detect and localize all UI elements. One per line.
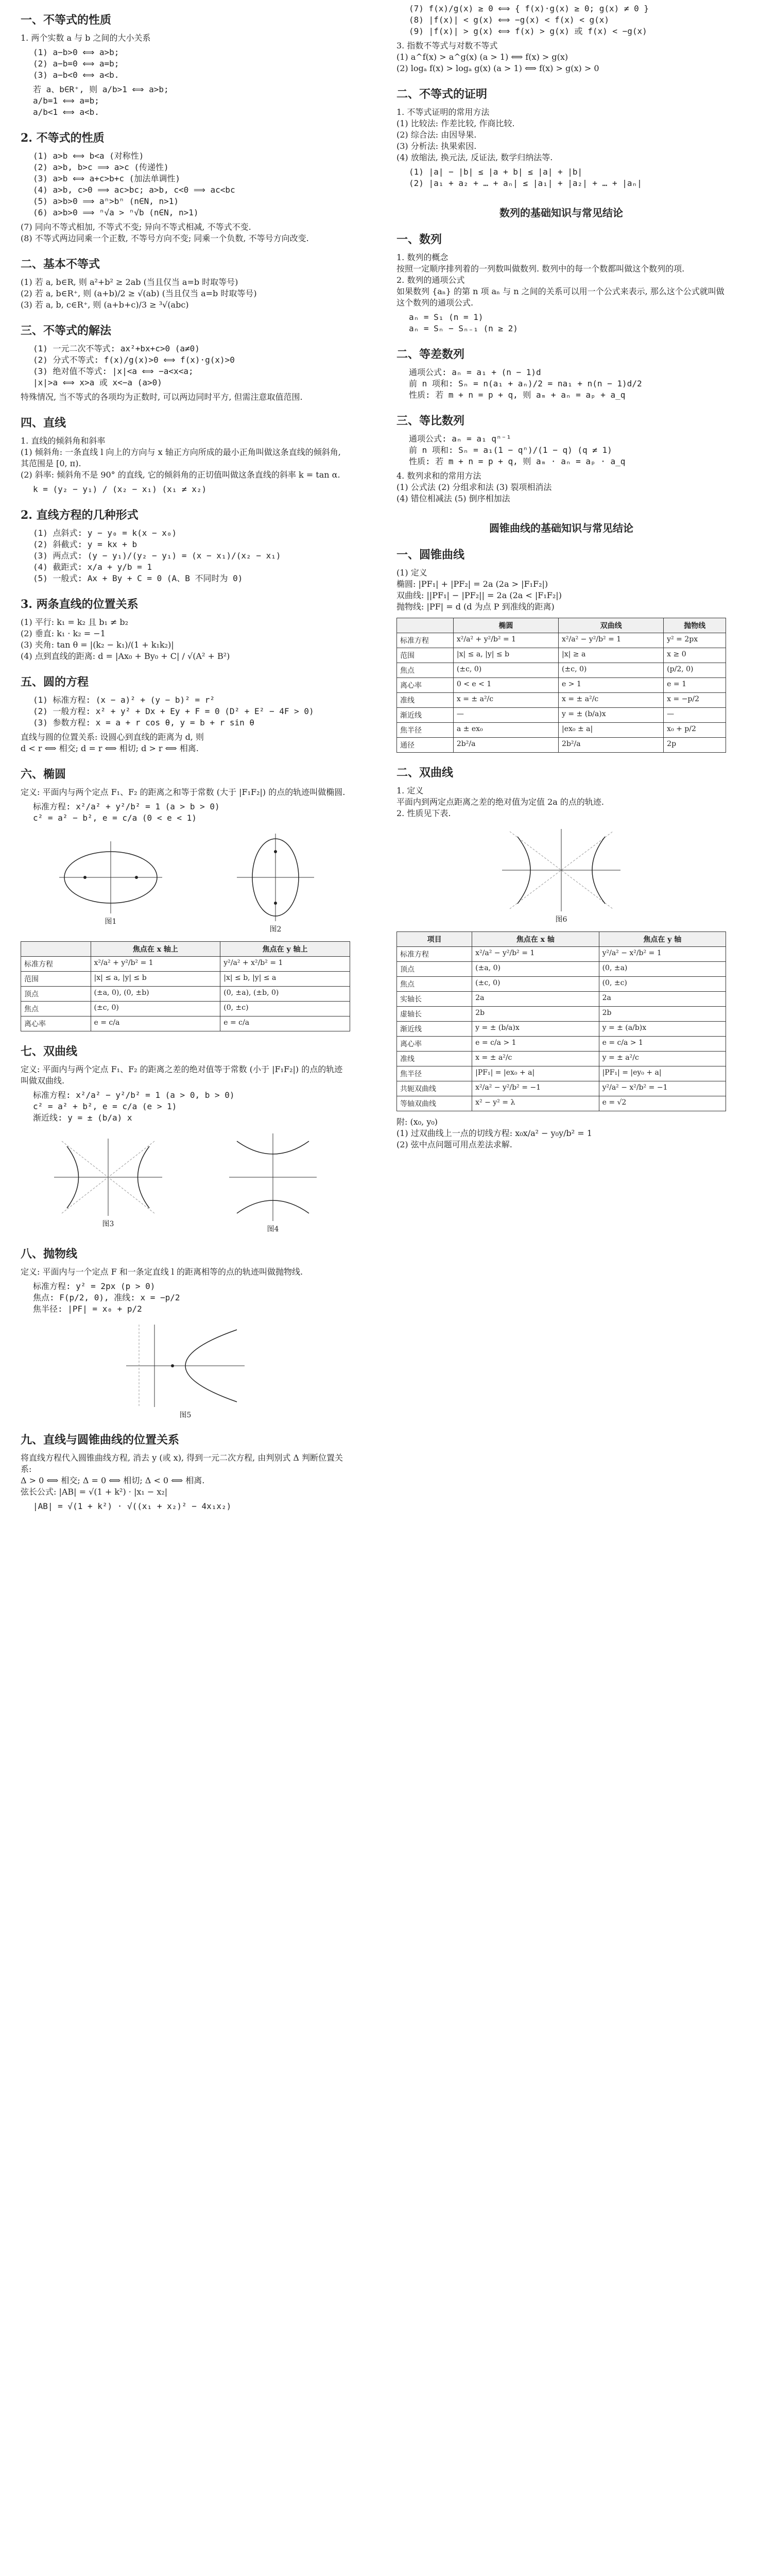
paragraph: 直线与圆的位置关系: 设圆心到直线的距离为 d, 则 d < r ⟺ 相交; d = r ⟺ 相切; d > r ⟺ 相离. [21, 732, 204, 753]
table-cell: (±c, 0) [453, 663, 558, 678]
table-cell: e = c/a [220, 1016, 350, 1031]
section-heading: 2. 不等式的性质 [21, 131, 105, 145]
table-cell: (0, ±c) [220, 1002, 350, 1016]
parabola-figure [21, 1322, 350, 1420]
table-cell: y² = 2px [664, 633, 726, 648]
table-cell: y = ± a²/c [599, 1052, 726, 1066]
section-heading: 三、不等式的解法 [21, 324, 112, 337]
table-cell: 标准方程 [397, 633, 454, 648]
table-cell: y = ± (b/a)x [472, 1022, 599, 1037]
left-column [21, 0, 350, 2576]
table-row [397, 693, 726, 708]
table-cell: x = ± a²/c [472, 1052, 599, 1066]
paragraph: 定义: 平面内与两个定点 F₁、F₂ 的距离之和等于常数 (大于 |F₁F₂|) 的点的轨迹叫做椭圆. [21, 787, 346, 797]
table-row [21, 972, 350, 987]
table-cell: e = c/a > 1 [472, 1037, 599, 1052]
table-row [21, 1016, 350, 1031]
table-cell: e > 1 [559, 678, 664, 693]
table-cell: 准线 [397, 1052, 472, 1066]
formula-block: 通项公式: aₙ = a₁ qⁿ⁻¹ 前 n 项和: Sₙ = a₁(1 − qⁿ)/(1 − q) (q ≠ 1) 性质: 若 m + n = p + q, 则 aₘ · aₙ = aₚ · a_q [409, 434, 626, 466]
table-cell: (±c, 0) [559, 663, 664, 678]
ellipse-properties-table [21, 941, 350, 1031]
table-cell: x = ± a²/c [453, 693, 558, 708]
table-cell: 通径 [397, 738, 454, 753]
section-heading: 二、不等式的证明 [396, 88, 488, 101]
ellipse-diagram [54, 839, 167, 916]
table-cell: (0, ±c) [599, 977, 726, 992]
section-heading: 二、双曲线 [396, 766, 454, 779]
paragraph: 1. 不等式证明的常用方法 (1) 比较法: 作差比较, 作商比较. (2) 综合法: 由因导果. (3) 分析法: 执果索因. (4) 放缩法, 换元法, 反证法, 数学归纳法等. [396, 107, 553, 162]
paragraph: 定义: 平面内与一个定点 F 和一条定直线 l 的距离相等的点的轨迹叫做抛物线. [21, 1267, 303, 1277]
right-column [396, 0, 726, 2576]
table-cell: 虚轴长 [397, 1007, 472, 1022]
figure [234, 831, 317, 934]
hyperbola-diagram-vertical [227, 1131, 319, 1224]
paragraph: 3. 指数不等式与对数不等式 (1) a^f(x) > a^g(x) (a > 1) ⟺ f(x) > g(x) (2) logₐ f(x) > logₐ g(x) (a > 1) ⟺ f(x) > g(x) > 0 [396, 41, 599, 73]
table-cell: 准线 [397, 693, 454, 708]
section-heading: 3. 两条直线的位置关系 [21, 598, 139, 611]
formula-block: (1) 标准方程: (x − a)² + (y − b)² = r² (2) 一般方程: x² + y² + Dx + Ey + F = 0 (D² + E² − 4F > 0) (3) 参数方程: x = a + r cos θ, y = b + r sin θ [33, 695, 314, 727]
ellipse-figures [21, 831, 350, 934]
table-header-cell: 椭圆 [453, 618, 558, 633]
table-row [21, 957, 350, 972]
section-heading: 2. 直线方程的几种形式 [21, 509, 139, 522]
section-heading: 五、圆的方程 [21, 675, 89, 689]
table-row [397, 1066, 726, 1081]
table-cell: (0, ±a) [599, 962, 726, 977]
table-row [397, 663, 726, 678]
table-row [397, 962, 726, 977]
table-header-cell: 焦点在 y 轴 [599, 932, 726, 947]
table-row [397, 947, 726, 962]
table-cell: 0 < e < 1 [453, 678, 558, 693]
table-cell: 2b [472, 1007, 599, 1022]
formula-block: 若 a、b∈R⁺, 则 a/b>1 ⟺ a>b; a/b=1 ⟺ a=b; a/b<1 ⟺ a<b. [33, 84, 169, 117]
formula-block: |AB| = √(1 + k²) · √((x₁ + x₂)² − 4x₁x₂) [33, 1501, 232, 1511]
table-row [397, 648, 726, 663]
figure-caption: 图1 [105, 918, 117, 926]
section-heading: 一、圆锥曲线 [396, 548, 465, 562]
table-row [397, 633, 726, 648]
table-cell: 标准方程 [397, 947, 472, 962]
figure-caption: 图2 [269, 925, 282, 934]
table-cell: 焦点 [21, 1002, 91, 1016]
table-row [397, 723, 726, 738]
table-cell: e = c/a > 1 [599, 1037, 726, 1052]
table-row [397, 1022, 726, 1037]
formula-block: (1) a>b ⟺ b<a (对称性) (2) a>b, b>c ⟹ a>c (传递性) (3) a>b ⟺ a+c>b+c (加法单调性) (4) a>b, c>0 ⟹ ac>bc; a>b, c<0 ⟹ ac<bc (5) a>b>0 ⟹ aⁿ>bⁿ (n∈N, n>1) (6) a>b>0 ⟹ ⁿ√a > ⁿ√b (n∈N, n>1) [33, 151, 235, 217]
table-cell: 2a [472, 992, 599, 1007]
table-cell: — [453, 708, 558, 723]
table-cell: y = ± (b/a)x [559, 708, 664, 723]
table-cell: 2a [599, 992, 726, 1007]
paragraph: 4. 数列求和的常用方法 (1) 公式法 (2) 分组求和法 (3) 裂项相消法 (4) 错位相减法 (5) 倒序相加法 [396, 471, 552, 503]
table-cell: e = √2 [599, 1096, 726, 1111]
formula-block: 标准方程: y² = 2px (p > 0) 焦点: F(p/2, 0), 准线: x = −p/2 焦半径: |PF| = x₀ + p/2 [33, 1281, 180, 1314]
table-cell: 渐近线 [397, 708, 454, 723]
table-cell: 离心率 [397, 678, 454, 693]
table-cell: e = 1 [664, 678, 726, 693]
table-cell: x²/a² − y²/b² = 1 [559, 633, 664, 648]
table-cell: y²/a² + x²/b² = 1 [220, 957, 350, 972]
table-row [397, 1007, 726, 1022]
table-cell: (±c, 0) [91, 1002, 220, 1016]
formula-block: aₙ = S₁ (n = 1) aₙ = Sₙ − Sₙ₋₁ (n ≥ 2) [409, 312, 518, 333]
table-cell: 离心率 [21, 1016, 91, 1031]
table-row [397, 992, 726, 1007]
section-heading: 三、等比数列 [396, 414, 465, 428]
table-cell: 范围 [21, 972, 91, 987]
table-cell: x = ± a²/c [559, 693, 664, 708]
hyperbola-figures [21, 1131, 350, 1234]
table-cell: x² − y² = λ [472, 1096, 599, 1111]
paragraph: (1) 若 a, b∈R, 则 a²+b² ≥ 2ab (当且仅当 a=b 时取等号) (2) 若 a, b∈R⁺, 则 (a+b)/2 ≥ √(ab) (当且仅当 a=b 时取等号) (3) 若 a, b, c∈R⁺, 则 (a+b+c)/3 ≥ ³√(abc) [21, 277, 257, 310]
formula-block: k = (y₂ − y₁) / (x₂ − x₁) (x₁ ≠ x₂) [33, 484, 207, 494]
section-heading: 二、等差数列 [396, 348, 465, 361]
hyperbola-diagram [51, 1136, 165, 1218]
table-cell: x₀ + p/2 [664, 723, 726, 738]
paragraph: 定义: 平面内与两个定点 F₁、F₂ 的距离之差的绝对值等于常数 (小于 |F₁F₂|) 的点的轨迹叫做双曲线. [21, 1064, 343, 1086]
table-header-cell: 焦点在 x 轴上 [91, 942, 220, 957]
table-cell: y²/a² − x²/b² = 1 [599, 947, 726, 962]
table-cell: 标准方程 [21, 957, 91, 972]
table-cell: x ≥ 0 [664, 648, 726, 663]
table-header-cell: 双曲线 [559, 618, 664, 633]
figure [499, 826, 623, 924]
formula-block: 标准方程: x²/a² − y²/b² = 1 (a > 0, b > 0) c² = a² + b², e = c/a (e > 1) 渐近线: y = ± (b/a) x [33, 1090, 235, 1123]
table-row [397, 738, 726, 753]
table-header-cell [21, 942, 91, 957]
table-row [397, 977, 726, 992]
section-heading: 四、直线 [21, 416, 66, 430]
table-cell: x = −p/2 [664, 693, 726, 708]
table-cell: x²/a² + y²/b² = 1 [453, 633, 558, 648]
table-cell: 共轭双曲线 [397, 1081, 472, 1096]
paragraph: (7) 同向不等式相加, 不等式不变; 异向不等式相减, 不等式不变. (8) 不等式两边同乘一个正数, 不等号方向不变; 同乘一个负数, 不等号方向改变. [21, 222, 309, 243]
table-row [397, 1081, 726, 1096]
table-header-cell: 焦点在 x 轴 [472, 932, 599, 947]
figure-caption: 图3 [102, 1220, 114, 1228]
table-cell: (p/2, 0) [664, 663, 726, 678]
table-row [21, 987, 350, 1002]
table-cell: 渐近线 [397, 1022, 472, 1037]
hyperbola-asymptote-diagram [499, 826, 623, 914]
figure [51, 1136, 165, 1229]
paragraph: 1. 两个实数 a 与 b 之间的大小关系 [21, 33, 151, 43]
table-header-cell [397, 618, 454, 633]
figure [54, 839, 167, 926]
table-cell: 2p [664, 738, 726, 753]
formula-block: (1) a−b>0 ⟺ a>b; (2) a−b=0 ⟺ a=b; (3) a−b<0 ⟺ a<b. [33, 47, 119, 80]
chapter-title: 圆锥曲线的基础知识与常见结论 [489, 522, 633, 534]
formula-block: (1) |a| − |b| ≤ |a + b| ≤ |a| + |b| (2) |a₁ + a₂ + … + aₙ| ≤ |a₁| + |a₂| + … + |aₙ| [409, 167, 642, 188]
table-cell: 焦点 [397, 977, 472, 992]
table-cell: a ± ex₀ [453, 723, 558, 738]
table-cell: (±a, 0) [472, 962, 599, 977]
table-row [21, 1002, 350, 1016]
table-cell: y²/a² − x²/b² = −1 [599, 1081, 726, 1096]
figure [227, 1131, 319, 1234]
table-cell: 实轴长 [397, 992, 472, 1007]
conic-comparison-table [396, 618, 726, 753]
figure-caption: 图5 [179, 1411, 192, 1419]
table-cell: e = c/a [91, 1016, 220, 1031]
formula-block: (1) 一元二次不等式: ax²+bx+c>0 (a≠0) (2) 分式不等式: f(x)/g(x)>0 ⟺ f(x)·g(x)>0 (3) 绝对值不等式: |x|<a ⟺ −a<x<a; |x|>a ⟺ x>a 或 x<−a (a>0) [33, 344, 235, 387]
table-cell: 顶点 [397, 962, 472, 977]
table-cell: 焦半径 [397, 1066, 472, 1081]
section-heading: 八、抛物线 [21, 1247, 78, 1261]
table-cell: (±c, 0) [472, 977, 599, 992]
formula-block: 通项公式: aₙ = a₁ + (n − 1)d 前 n 项和: Sₙ = n(a₁ + aₙ)/2 = na₁ + n(n − 1)d/2 性质: 若 m + n = p + q, 则 aₘ + aₙ = aₚ + a_q [409, 367, 642, 400]
table-cell: |x| ≥ a [559, 648, 664, 663]
table-header-cell: 焦点在 y 轴上 [220, 942, 350, 957]
section-heading: 七、双曲线 [21, 1045, 78, 1058]
hyperbola-properties-table [396, 931, 726, 1111]
table-header-cell: 抛物线 [664, 618, 726, 633]
figure [124, 1322, 247, 1420]
table-cell: x²/a² − y²/b² = 1 [472, 947, 599, 962]
table-cell: 焦半径 [397, 723, 454, 738]
table-cell: |x| ≤ a, |y| ≤ b [453, 648, 558, 663]
table-cell: y = ± (a/b)x [599, 1022, 726, 1037]
table-cell: — [664, 708, 726, 723]
hyperbola-asymptote-figure [396, 826, 726, 924]
section-heading: 二、基本不等式 [21, 258, 100, 271]
section-heading: 九、直线与圆锥曲线的位置关系 [21, 1433, 180, 1447]
table-row [397, 1052, 726, 1066]
paragraph: 1. 直线的倾斜角和斜率 (1) 倾斜角: 一条直线 l 向上的方向与 x 轴正方向所成的最小正角叫做这条直线的倾斜角, 其范围是 [0, π). (2) 斜率: 倾斜角不是 90° 的直线, 它的倾斜角的正切值叫做这条直线的斜率 k = tan α. [21, 436, 341, 480]
formula-block: 标准方程: x²/a² + y²/b² = 1 (a > b > 0) c² = a² − b², e = c/a (0 < e < 1) [33, 802, 220, 823]
table-cell: |x| ≤ b, |y| ≤ a [220, 972, 350, 987]
table-row [397, 1037, 726, 1052]
table-cell: 2b²/a [559, 738, 664, 753]
table-cell: 2b²/a [453, 738, 558, 753]
parabola-diagram [124, 1322, 247, 1410]
table-cell: |PF₁| = |ey₀ + a| [599, 1066, 726, 1081]
paragraph: 特殊情况, 当不等式的各项均为正数时, 可以两边同时平方, 但需注意取值范围. [21, 392, 303, 402]
table-cell: 顶点 [21, 987, 91, 1002]
table-cell: 2b [599, 1007, 726, 1022]
ellipse-diagram-vertical [234, 831, 317, 924]
paragraph: 1. 数列的概念 按照一定顺序排列着的一列数叫做数列. 数列中的每一个数都叫做这个数列的项. 2. 数列的通项公式 如果数列 {aₙ} 的第 n 项 aₙ 与 n 之间的关系可以用一个公式来表示, 那么这个公式就叫做这个数列的通项公式. [396, 252, 725, 308]
table-cell: x²/a² − y²/b² = −1 [472, 1081, 599, 1096]
table-row [397, 708, 726, 723]
formula-block: (1) 点斜式: y − y₀ = k(x − x₀) (2) 斜截式: y = kx + b (3) 两点式: (y − y₁)/(y₂ − y₁) = (x − x₁)/(x₂ − x₁) (4) 截距式: x/a + y/b = 1 (5) 一般式: Ax + By + C = 0 (A、B 不同时为 0) [33, 528, 281, 583]
table-row [397, 1096, 726, 1111]
table-cell: 范围 [397, 648, 454, 663]
paragraph: 1. 定义 平面内到两定点距离之差的绝对值为定值 2a 的点的轨迹. 2. 性质见下表. [396, 786, 604, 818]
section-heading: 一、数列 [396, 233, 442, 246]
figure-caption: 图6 [555, 916, 567, 924]
table-header-cell: 项目 [397, 932, 472, 947]
chapter-title: 数列的基础知识与常见结论 [499, 207, 623, 219]
table-row [397, 678, 726, 693]
paragraph: (1) 定义 椭圆: |PF₁| + |PF₂| = 2a (2a > |F₁F₂|) 双曲线: ||PF₁| − |PF₂|| = 2a (2a < |F₁F₂|) 抛物线: |PF| = d (d 为点 P 到准线的距离) [396, 568, 562, 612]
table-cell: |ex₀ ± a| [559, 723, 664, 738]
table-cell: 离心率 [397, 1037, 472, 1052]
section-heading: 六、椭圆 [21, 768, 66, 781]
table-cell: 等轴双曲线 [397, 1096, 472, 1111]
paragraph: 附: (x₀, y₀) (1) 过双曲线上一点的切线方程: x₀x/a² − y₀y/b² = 1 (2) 弦中点问题可用点差法求解. [396, 1117, 592, 1149]
paragraph: (1) 平行: k₁ = k₂ 且 b₁ ≠ b₂ (2) 垂直: k₁ · k₂ = −1 (3) 夹角: tan θ = |(k₂ − k₁)/(1 + k₁k₂)| (4) 点到直线的距离: d = |Ax₀ + By₀ + C| / √(A² + B²) [21, 617, 230, 661]
table-cell: x²/a² + y²/b² = 1 [91, 957, 220, 972]
figure-caption: 图4 [267, 1225, 279, 1233]
table-cell: (±a, 0), (0, ±b) [91, 987, 220, 1002]
section-heading: 一、不等式的性质 [21, 13, 112, 27]
paragraph: 将直线方程代入圆锥曲线方程, 消去 y (或 x), 得到一元二次方程, 由判别式 Δ 判断位置关系: Δ > 0 ⟺ 相交; Δ = 0 ⟺ 相切; Δ < 0 ⟺ 相离. 弦长公式: |AB| = √(1 + k²) · |x₁ − x₂| [21, 1453, 343, 1497]
formula-block: (7) f(x)/g(x) ≥ 0 ⟺ { f(x)·g(x) ≥ 0; g(x) ≠ 0 } (8) |f(x)| < g(x) ⟺ −g(x) < f(x) < g(x) (9) |f(x)| > g(x) ⟺ f(x) > g(x) 或 f(x) < −g(x) [409, 4, 649, 36]
table-cell: |PF₁| = |ex₀ + a| [472, 1066, 599, 1081]
table-cell: (0, ±a), (±b, 0) [220, 987, 350, 1002]
table-cell: |x| ≤ a, |y| ≤ b [91, 972, 220, 987]
table-cell: 焦点 [397, 663, 454, 678]
